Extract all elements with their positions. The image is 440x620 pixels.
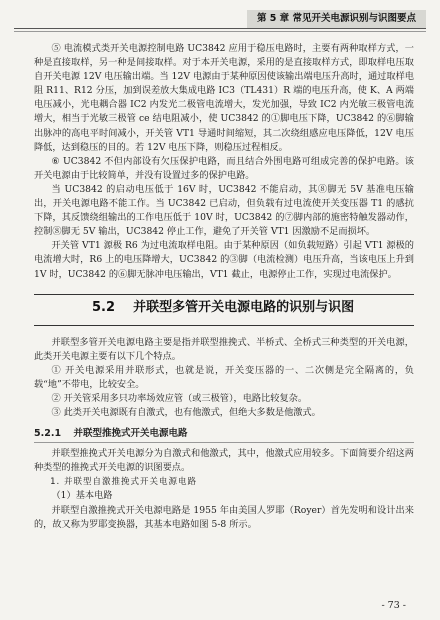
paragraph: 并联型推挽式开关电源分为自激式和他激式，其中，他激式应用较多。下面简要介绍这两种类型的推挽式开关电源的识图要点。 — [34, 448, 414, 474]
header-rule — [14, 28, 426, 29]
running-header — [0, 0, 440, 30]
section-title-text: 并联型多管开关电源电路的识别与识图 — [133, 299, 355, 315]
paragraph: ② 开关管采用多只功率场效应管（或三极管），电路比较复杂。 — [51, 392, 308, 404]
header-rule-thin — [14, 31, 426, 32]
section-title — [92, 301, 354, 315]
paragraph: 开关管 VT1 源极 R6 为过电流取样电阻。由于某种原因（如负载短路）引起 VT1 源极的电流增大时，R6 上的电压降增大，UC3842 的③脚（电流检测）电压升高，当该电压上升到 1V 时，UC3842 的⑥脚无脉冲电压输出，VT1 截止，电源停止工作，实现过电流保护。 — [34, 240, 414, 280]
numbered-heading: 1. 并联型自激推挽式开关电源电路 — [50, 477, 197, 488]
section-number: 5.2 — [92, 299, 116, 315]
subsection-number: 5.2.1 — [34, 428, 62, 440]
subsection-heading — [34, 426, 414, 443]
paragraph: ③ 此类开关电源既有自激式，也有他激式，但绝大多数是他激式。 — [51, 407, 321, 419]
running-head-title: 第 5 章 常见开关电源识别与识图要点 — [247, 10, 426, 28]
paragraph: 并联型自激推挽式开关电源电路是 1955 年由美国人罗耶（Royer）首先发明和设计出来的，故又称为罗耶变换器，其基本电路如图 5-8 所示。 — [34, 504, 414, 530]
page-body — [34, 42, 414, 532]
paragraph: 当 UC3842 的启动电压低于 16V 时，UC3842 不能启动，其⑧脚无 5V 基准电压输出，开关电源电路不能工作。当 UC3842 已启动，但负载有过电流使开关变压器 T1 的感抗下降，其反馈绕组输出的工作电压低于 10V 时，UC3842 的⑦脚内部的施密特触发器动作，控制⑧脚无 5V 输出，UC3842 停止工作，避免了开关管 VT1 因激励不足而损坏。 — [34, 183, 414, 238]
paragraph: 并联型多管开关电源电路主要是指并联型推挽式、半桥式、全桥式三种类型的开关电源，此类开关电源主要有以下几个特点。 — [34, 336, 414, 362]
page-number: - 73 - — [381, 600, 406, 611]
section-heading — [34, 294, 414, 326]
paragraph: ⑤ 电流模式类开关电源控制电路 UC3842 应用于稳压电路时，主要有两种取样方式，一种是直接取样，另一种是间接取样。对于本开关电源，采用的是直接取样方式，即取样电压取自开关电源 12V 电压输出端。当 12V 电源由于某种原因使该输出端电压升高时，通过取样电阻 R11、R12 分压，加到误差放大集成电路 IC3（TL431）R 端的电压升高，使 K、A 两端电压减小，光电耦合器 IC2 内发光二极管电流增大，发光加强，导致 IC2 内光敏三极管电流增大，相当于光敏三极管 ce 结电阻减小，使 UC3842 的①脚电压下降，UC3842 的⑥脚输出脉冲的高电平时间减小，开关管 VT1 导通时间缩短，其二次绕组感应电压降低，12V 电压降低，达到稳压的目的。若 12V 电压下降，则稳压过程相反。 — [34, 43, 414, 153]
paragraph: ⑥ UC3842 不但内部设有欠压保护电路，而且结合外围电路可组成完善的保护电路。该开关电源由于比较简单，并没有设置过多的保护电路。 — [34, 155, 414, 181]
subsection-title: 并联型推挽式开关电源电路 — [73, 428, 188, 440]
paragraph: ① 开关电源采用并联形式，也就是说，开关变压器的一、二次侧是完全隔离的，负载“地”不带电，比较安全。 — [34, 364, 414, 390]
numbered-subheading: （1）基本电路 — [51, 490, 113, 502]
